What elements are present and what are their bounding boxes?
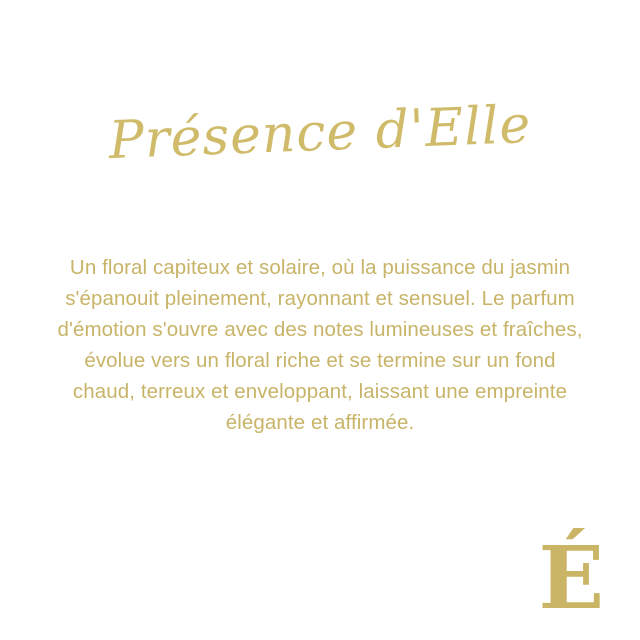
brand-monogram: É xyxy=(538,528,604,629)
page-title: Présence d'Elle xyxy=(107,94,533,172)
description-text: Un floral capiteux et solaire, où la puissance du jasmin s'épanouit pleinement, rayonnant et sensuel. Le parfum d'émotion s'ouvre avec des notes lumineuses et fraîches, évolue vers un floral riche et se termine sur un fond chaud, terreux et enveloppant, laissant une empreinte élégante et affirmée. xyxy=(57,256,583,434)
